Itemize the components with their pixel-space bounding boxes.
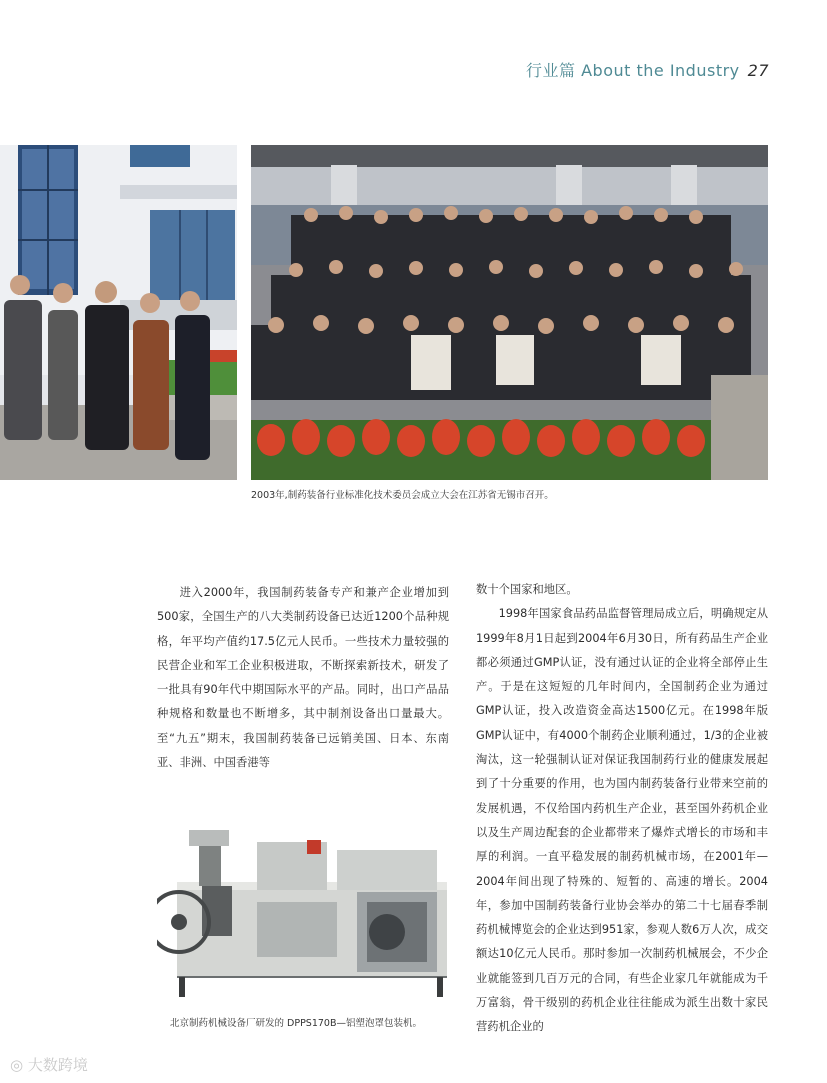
body-paragraph-continuation: 数十个国家和地区。: [476, 583, 578, 596]
section-title: 行业篇 About the Industry: [526, 61, 740, 80]
blister-packing-machine-photo: [157, 822, 449, 1002]
right-column: [476, 578, 768, 1040]
page-number: 27: [747, 61, 769, 80]
officials-photo: [0, 145, 237, 480]
machine-photo-caption: 北京制药机械设备厂研发的 DPPS170B—铝塑泡罩包装机。: [170, 1018, 422, 1029]
body-paragraph: 1998年国家食品药品监督管理局成立后，明确规定从1999年8月1日起到2004年6月30日，所有药品生产企业都必须通过GMP认证，没有通过认证的企业将全部停止生产。于是在这短短的几年时间内，全国制药企业为通过GMP认证，投入改造资金高达1500亿元。在1998年版GMP认证中，有4000个制药企业顺利通过，1/3的企业被淘汰，这一轮强制认证对保证我国制药行业的健康发展起到了十分重要的作用，也为国内制药装备行业带来空前的发展机遇，不仅给国内药机生产企业，甚至国外药机企业以及生产周边配套的企业都带来了爆炸式增长的市场和丰厚的利润。一直平稳发展的制药机械市场，在2001年—2004年间出现了特殊的、短暂的、高速的增长。2004年，参加中国制药装备行业协会举办的第二十七届春季制药机械博览会的企业达到951家，参观人数6万人次，成交额达10亿元人民币。那时参加一次制药机械展会，不少企业就能签到几百万元的合同，有些企业家几年就能成为千万富翁，骨干级别的药机企业往往能成为派生出数十家民营药机企业的: [476, 607, 768, 1034]
body-paragraph: 进入2000年，我国制药装备专产和兼产企业增加到500家，全国生产的八大类制药设备已达近1200个品种规格，年平均产值约17.5亿元人民币。一些技术力量较强的民营企业和军工企业积极进取，不断探索新技术，研发了一批具有90年代中期国际水平的产品。同时，出口产品品种规格和数量也不断增多，其中制剂设备出口量最大。至“九五”期末，我国制药装备已远销美国、日本、东南亚、非洲、中国香港等: [157, 586, 449, 770]
watermark-text: 大数跨境: [27, 1056, 88, 1074]
group-photo-caption: 2003年,制药装备行业标准化技术委员会成立大会在江苏省无锡市召开。: [251, 490, 554, 501]
watermark-logo-icon: ◎: [10, 1056, 24, 1074]
group-photo: [251, 145, 768, 480]
left-column: [157, 581, 449, 775]
running-header: [526, 58, 769, 81]
watermark: [10, 1054, 88, 1075]
